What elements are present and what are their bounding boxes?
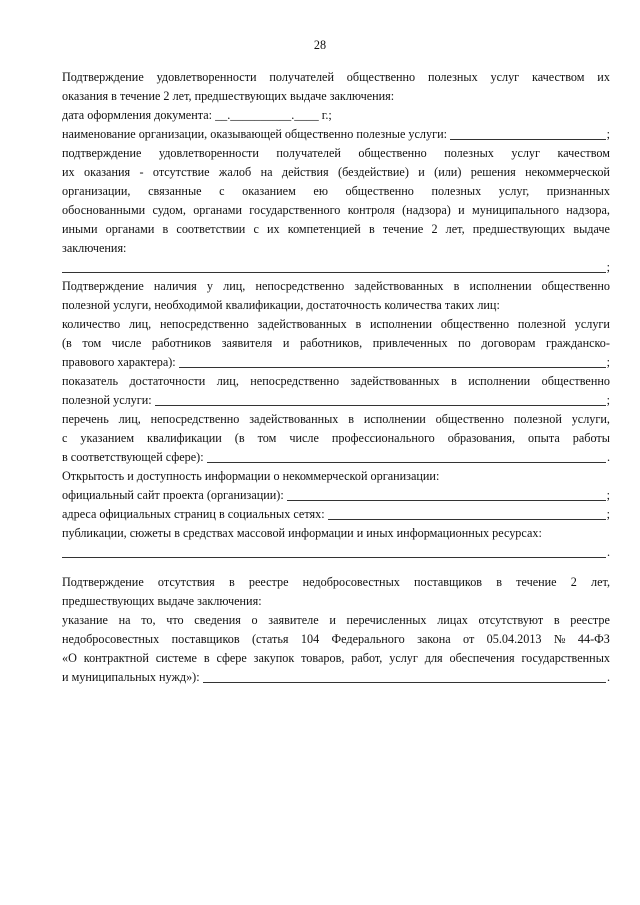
word: оказанием <box>242 184 296 198</box>
word: отсутствия <box>157 575 215 589</box>
word: услуги <box>574 317 610 331</box>
word: отсутствуют <box>478 613 544 627</box>
word: общественно <box>358 146 427 160</box>
word: течение <box>516 575 557 589</box>
word: товаров, <box>301 651 345 665</box>
word: недобросовестных <box>62 632 160 646</box>
word: от <box>463 632 475 646</box>
word: исполнении <box>363 412 426 426</box>
word: общественно <box>345 184 414 198</box>
social-field <box>328 519 606 520</box>
word: договорам <box>481 336 536 350</box>
word: Подтверждение <box>62 70 144 84</box>
word: лиц, <box>223 279 246 293</box>
word: указание <box>62 613 108 627</box>
word: достаточности <box>129 374 206 388</box>
word: задействованных <box>249 412 339 426</box>
word: в <box>348 412 354 426</box>
word: привлеченных <box>372 336 448 350</box>
word: общественно <box>346 70 416 84</box>
word: квалификации <box>147 431 222 445</box>
staff-list-line1 <box>62 410 610 429</box>
s2-heading-line1 <box>62 277 610 296</box>
staff-count-line2 <box>62 334 610 353</box>
s1-body-line3 <box>62 182 610 201</box>
word: их <box>62 165 75 179</box>
word: 2 <box>570 575 577 589</box>
word: перечень <box>62 412 109 426</box>
word: контрактной <box>83 651 149 665</box>
word: 05.04.2013 <box>486 632 542 646</box>
word: государственных <box>521 651 610 665</box>
word: на <box>260 165 273 179</box>
s3-heading: Открытость и доступность информации о некоммерческой организации: <box>62 469 440 483</box>
word: в <box>228 575 235 589</box>
word: подтверждение <box>62 146 142 160</box>
s1-body-line1 <box>62 144 610 163</box>
word: лет, <box>445 222 465 236</box>
word: непосредственно <box>159 317 249 331</box>
word: «О <box>62 651 77 665</box>
word: 44-ФЗ <box>577 632 610 646</box>
word: задействованных <box>354 279 444 293</box>
word: общественно <box>541 279 610 293</box>
word: организации, <box>62 184 131 198</box>
word: исполнении <box>370 317 432 331</box>
word: выдаче <box>573 222 610 236</box>
word: компетенцией <box>287 222 361 236</box>
word: заявителя <box>221 336 273 350</box>
date-label: дата оформления документа: <box>62 108 213 122</box>
word: закона <box>417 632 451 646</box>
word: работы <box>572 431 610 445</box>
s2-heading-line2: полезной услуги, необходимой квалификации, достаточность количества таких лиц: <box>62 298 500 312</box>
word: исполнении <box>469 279 532 293</box>
word: отсутствие <box>152 165 210 179</box>
word: в <box>496 575 502 589</box>
word: исполнении <box>468 374 531 388</box>
word: муниципального <box>471 203 559 217</box>
s4-heading-line2: предшествующих выдаче заключения: <box>62 594 262 608</box>
s1-answer-field <box>62 272 606 273</box>
staff-count-line3: правового характера): ; <box>62 355 610 369</box>
publications-answer-line: . <box>62 543 610 562</box>
word: ею <box>313 184 328 198</box>
word: органами <box>105 222 155 236</box>
word: общественно <box>435 412 504 426</box>
word: общественно <box>440 317 510 331</box>
word: образования, <box>447 431 516 445</box>
word: в <box>203 651 210 665</box>
word: реестре <box>570 613 610 627</box>
word: услуг <box>511 146 541 160</box>
word: полезной <box>513 412 562 426</box>
word: (бездействие) <box>338 165 409 179</box>
word: лет, <box>591 575 610 589</box>
word: (в <box>62 336 72 350</box>
word: их <box>267 222 280 236</box>
word: в <box>368 222 375 236</box>
s4-body-line1 <box>62 611 610 630</box>
word: количество <box>62 317 121 331</box>
word: непосредственно <box>150 412 240 426</box>
word: в <box>355 317 362 331</box>
word: удовлетворенности <box>158 146 259 160</box>
word: в <box>451 374 457 388</box>
word: - <box>139 165 144 179</box>
word: недобросовестных <box>302 575 400 589</box>
website-line: официальный сайт проекта (организации): ; <box>62 488 610 502</box>
word: решения <box>470 165 516 179</box>
word: органами <box>193 203 242 217</box>
word: Подтверждение <box>62 575 144 589</box>
word: и <box>282 336 290 350</box>
word: № <box>553 632 566 646</box>
word: (статья <box>251 632 289 646</box>
word: признанных <box>546 184 610 198</box>
word: лиц, <box>216 374 239 388</box>
word: на <box>118 613 131 627</box>
s1-body-line5 <box>62 220 610 239</box>
word: в <box>553 613 560 627</box>
word: их <box>597 70 610 84</box>
word: иными <box>62 222 98 236</box>
word: работ, <box>351 651 383 665</box>
word: услуги, <box>571 412 610 426</box>
word: числе <box>289 431 319 445</box>
s1-body-line2 <box>62 163 610 182</box>
word: наличия <box>153 279 197 293</box>
publications-field <box>62 557 606 558</box>
s1-body-line4 <box>62 201 610 220</box>
word: работников, <box>299 336 363 350</box>
word: (или) <box>434 165 462 179</box>
word: перечисленных <box>346 613 427 627</box>
word: с <box>219 184 225 198</box>
word: оказания <box>83 165 131 179</box>
sufficiency-field <box>155 405 606 406</box>
word: полезных <box>431 184 482 198</box>
sufficiency-line2: полезной услуги: ; <box>62 393 610 407</box>
word: работников <box>151 336 212 350</box>
org-name-field <box>450 139 606 140</box>
word: государственного <box>249 203 341 217</box>
word: 2 <box>431 222 438 236</box>
word: реестре <box>248 575 289 589</box>
word: соответствии <box>176 222 246 236</box>
s4-body-line2 <box>62 630 610 649</box>
word: с <box>62 431 68 445</box>
page-number: 28 <box>313 38 327 52</box>
word: связанные <box>148 184 202 198</box>
word: удовлетворенности <box>156 70 257 84</box>
word: предшествующих <box>472 222 566 236</box>
website-field <box>287 500 606 501</box>
word: поставщиков <box>171 632 240 646</box>
word: Федерального <box>331 632 405 646</box>
word: гражданско- <box>546 336 610 350</box>
date-field: __.__________.____ г.; <box>215 108 332 122</box>
word: и <box>418 165 425 179</box>
word: полезных <box>444 146 494 160</box>
staff-count-line1 <box>62 315 610 334</box>
word: услуг <box>389 651 418 665</box>
word: Подтверждение <box>62 279 144 293</box>
word: заявителе <box>268 613 319 627</box>
word: качеством <box>532 70 585 84</box>
social-line: адреса официальных страниц в социальных сетях: ; <box>62 507 610 521</box>
word: что <box>166 613 184 627</box>
s1-heading-line1 <box>62 68 610 87</box>
word: получателей <box>276 146 341 160</box>
word: действия <box>281 165 329 179</box>
document-body <box>62 68 610 687</box>
word: с <box>253 222 259 236</box>
s1-answer-line: ; <box>62 258 610 277</box>
word: лицах <box>437 613 468 627</box>
word: по <box>458 336 471 350</box>
word: жалоб <box>218 165 252 179</box>
word: том <box>82 336 102 350</box>
word: судом, <box>152 203 186 217</box>
word: некоммерческой <box>525 165 610 179</box>
word: (в <box>234 431 245 445</box>
word: услуг, <box>498 184 530 198</box>
word: качеством <box>557 146 610 160</box>
s1-body-line6: заключения: <box>62 241 127 255</box>
word: указанием <box>80 431 135 445</box>
s4-body-line4: и муниципальных нужд»): . <box>62 670 610 684</box>
word: системе <box>155 651 197 665</box>
word: том <box>257 431 277 445</box>
word: контроля <box>347 203 395 217</box>
word: в <box>453 279 460 293</box>
staff-list-line2 <box>62 429 610 448</box>
s1-heading-line2: оказания в течение 2 лет, предшествующих выдаче заключения: <box>62 89 395 103</box>
staff-count-field <box>179 367 606 368</box>
word: профессионального <box>331 431 435 445</box>
word: полезной <box>517 317 566 331</box>
org-name-line: наименование организации, оказывающей общественно полезные услуги: ; <box>62 125 610 144</box>
org-name-label: наименование организации, оказывающей общественно полезные услуги: <box>62 127 448 141</box>
word: 104 <box>300 632 320 646</box>
date-line <box>62 106 610 125</box>
word: надзора, <box>566 203 610 217</box>
word: поставщиков <box>414 575 483 589</box>
word: о <box>251 613 258 627</box>
sufficiency-line1 <box>62 372 610 391</box>
word: непосредственно <box>250 374 340 388</box>
word: и <box>458 203 465 217</box>
publications-line: публикации, сюжеты в средствах массовой информации и иных информационных ресурсах: <box>62 526 542 540</box>
word: числе <box>111 336 142 350</box>
word: сведения <box>194 613 241 627</box>
staff-list-line3: в соответствующей сфере): . <box>62 450 610 464</box>
word: полезных <box>427 70 478 84</box>
word: у <box>206 279 213 293</box>
word: обеспечения <box>449 651 515 665</box>
word: общественно <box>541 374 610 388</box>
word: показатель <box>62 374 119 388</box>
word: (надзора) <box>402 203 451 217</box>
word: опыта <box>528 431 560 445</box>
word: для <box>424 651 443 665</box>
word: в <box>162 222 169 236</box>
registry-field <box>203 682 606 683</box>
s4-heading-line1 <box>62 573 610 592</box>
word: закупок <box>253 651 295 665</box>
staff-list-field <box>207 462 606 463</box>
word: сфере <box>216 651 247 665</box>
word: течение <box>382 222 424 236</box>
word: услуг <box>490 70 520 84</box>
word: получателей <box>269 70 334 84</box>
word: лиц, <box>128 317 152 331</box>
word: лиц, <box>118 412 141 426</box>
word: обоснованными <box>62 203 146 217</box>
word: задействованных <box>257 317 347 331</box>
word: то, <box>141 613 156 627</box>
word: задействованных <box>350 374 440 388</box>
word: непосредственно <box>255 279 345 293</box>
word: и <box>329 613 336 627</box>
s4-body-line3 <box>62 649 610 668</box>
